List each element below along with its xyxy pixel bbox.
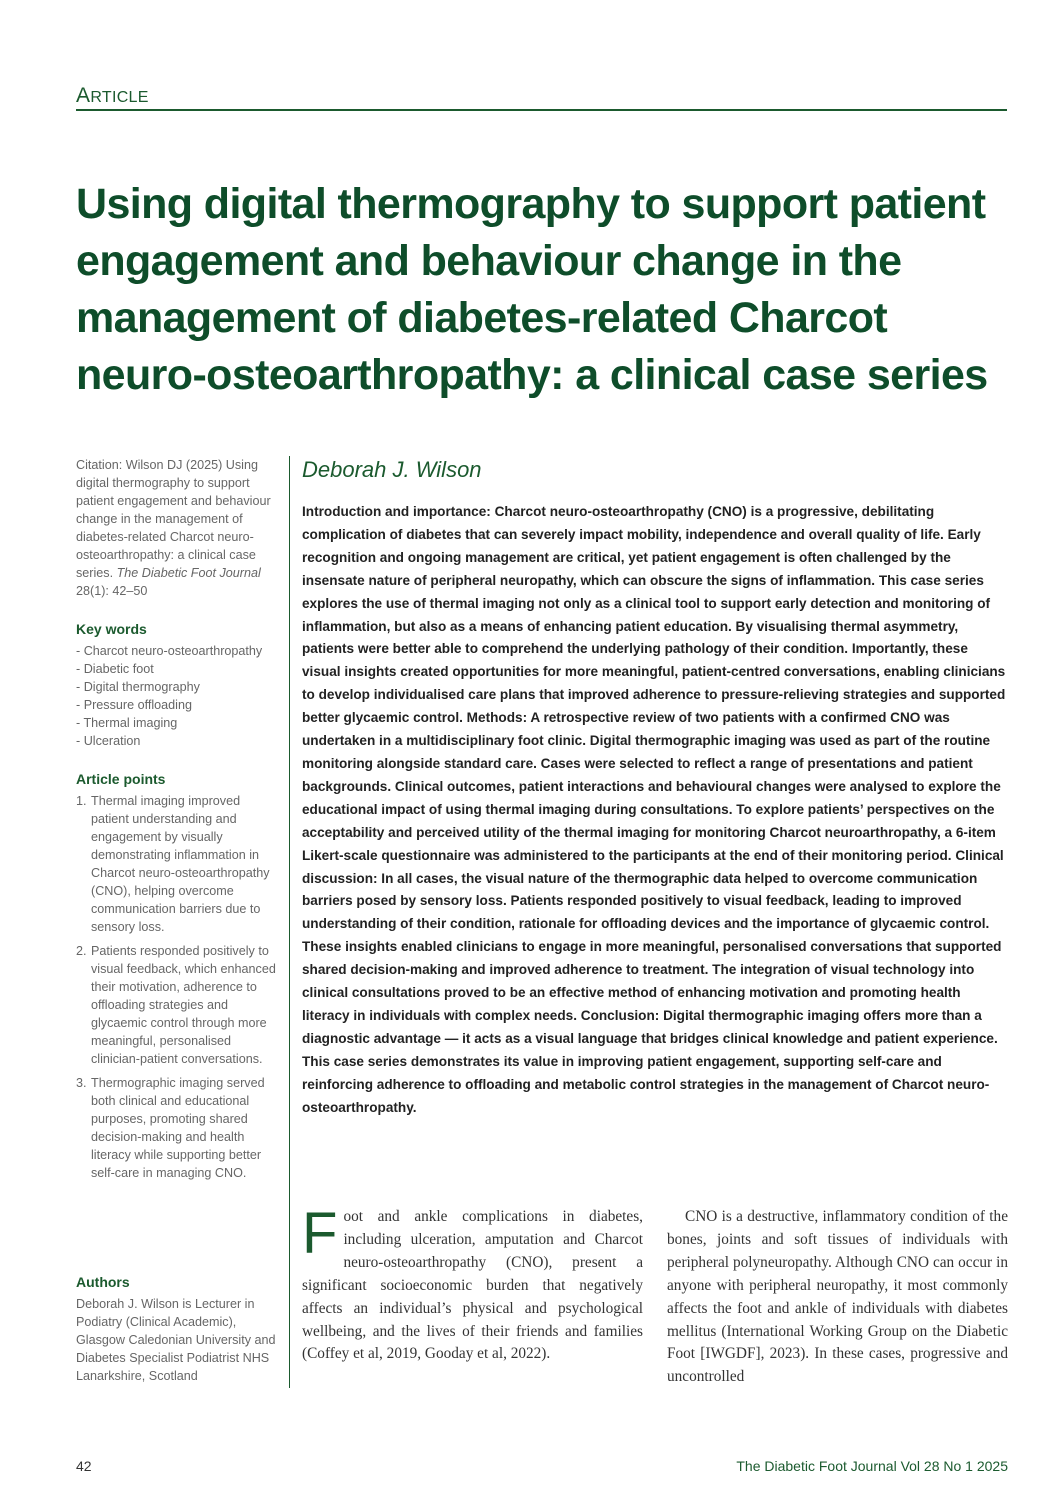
article-point-number: 3. xyxy=(76,1076,87,1090)
keywords-heading: Key words xyxy=(76,621,147,637)
citation-journal: The Diabetic Foot Journal xyxy=(116,566,261,580)
article-point xyxy=(76,792,278,936)
body-column-right: CNO is a destructive, inflammatory condition of the bones, joints and soft tissues of individuals with peripheral polyneuropathy. Although CNO can occur in anyone with peripheral neuropathy, it most commonly affects the foot and ankle of individuals with diabetes mellitus (International Working Group on the Diabetic Foot [IWGDF], 2023). In these cases, progressive and uncontrolled xyxy=(667,1208,1008,1386)
article-point xyxy=(76,1074,278,1182)
footer-journal: The Diabetic Foot Journal Vol 28 No 1 2025 xyxy=(736,1458,1008,1474)
drop-cap: F xyxy=(302,1201,338,1266)
keyword-item: - Thermal imaging xyxy=(76,716,178,730)
keyword-item: - Diabetic foot xyxy=(76,662,154,676)
sidebar xyxy=(76,456,278,1188)
citation-tail: 28(1): 42–50 xyxy=(76,584,148,598)
page-number: 42 xyxy=(76,1458,92,1474)
keyword-item: - Charcot neuro-osteoarthropathy xyxy=(76,644,263,658)
section-label-rest: RTICLE xyxy=(90,89,149,106)
citation xyxy=(76,456,278,600)
keyword-item: - Ulceration xyxy=(76,734,141,748)
article-point-text: Thermographic imaging served both clinical and educational purposes, promoting shared decision-making and health literacy while supporting better self-care in managing CNO. xyxy=(91,1076,265,1180)
article-point-number: 2. xyxy=(76,944,87,958)
citation-text: Citation: Wilson DJ (2025) Using digital thermography to support patient engagement and behaviour change in the management of diabetes-related Charcot neuro-osteoarthropathy: a clinical case series. xyxy=(76,458,271,580)
author-name: Deborah J. Wilson xyxy=(302,457,482,482)
article-point-text: Patients responded positively to visual feedback, which enhanced their motivation, adherence to offloading strategies and glycaemic control through more meaningful, personalised clinician-patient conversations. xyxy=(91,944,276,1066)
body-left-text: oot and ankle complications in diabetes, including ulceration, amputation and Charcot neuro-osteoarthropathy (CNO), present a significant socioeconomic burden that negatively affects an individual’s physical and psychological wellbeing, and the lives of their friends and families (Coffey et al, 2019, Gooday et al, 2022). xyxy=(302,1208,643,1363)
authors-text: Deborah J. Wilson is Lecturer in Podiatry (Clinical Academic), Glasgow Caledonian University and Diabetes Specialist Podiatrist NHS Lanarkshire, Scotland xyxy=(76,1297,276,1383)
article-point-number: 1. xyxy=(76,794,87,808)
body-column-left xyxy=(302,1201,643,1366)
article-points-list xyxy=(76,792,278,1182)
section-label xyxy=(76,84,149,108)
authors-box xyxy=(76,1273,278,1385)
section-label-initial: A xyxy=(76,84,91,107)
article-point-text: Thermal imaging improved patient understanding and engagement by visually demonstrating inflammation in Charcot neuro-osteoarthropathy (CNO), helping overcome communication barriers due to sensory loss. xyxy=(91,794,270,934)
column-divider xyxy=(289,456,290,1388)
authors-heading: Authors xyxy=(76,1274,130,1290)
article-point xyxy=(76,942,278,1068)
article-points-heading: Article points xyxy=(76,771,166,787)
abstract: Introduction and importance: Charcot neuro-osteoarthropathy (CNO) is a progressive, debilitating complication of diabetes that can severely impact mobility, independence and overall quality of life. Early recognition and ongoing management are critical, yet patient engagement is often challenged by the insensate nature of peripheral neuropathy, which can obscure the signs of inflammation. This case series explores the use of thermal imaging not only as a clinical tool to support early detection and monitoring of inflammation, but also as a means of enhancing patient education. By visualising thermal asymmetry, patients were better able to comprehend the underlying pathology of their condition. Importantly, these visual insights created opportunities for more meaningful, patient-centred conversations, enabling clinicians to develop individualised care plans that improved adherence to pressure-relieving strategies and supported better glycaemic control. Methods: A retrospective review of two patients with a confirmed CNO was undertaken in a multidisciplinary foot clinic. Digital thermographic imaging was used as part of the routine monitoring alongside standard care. Cases were selected to reflect a range of presentations and patient backgrounds. Clinical outcomes, patient interactions and behavioural changes were analysed to explore the educational impact of using thermal imaging during consultations. To explore patients’ perspectives on the acceptability and perceived utility of the thermal imaging for monitoring Charcot neuroarthropathy, a 6-item Likert-scale questionnaire was administered to the participants at the end of their monitoring period. Clinical discussion: In all cases, the visual nature of the thermographic data helped to overcome communication barriers posed by sensory loss. Patients responded positively to visual feedback, leading to improved understanding of their condition, rationale for offloading devices and the importance of glycaemic control. These insights enabled clinicians to engage in more meaningful, personalised conversations that supported shared decision-making and improved adherence to treatment. The integration of visual technology into clinical consultations proved to be an effective method of enhancing motivation and promoting health literacy in individuals with complex needs. Conclusion: Digital thermographic imaging offers more than a diagnostic advantage — it acts as a visual language that bridges clinical knowledge and patient experience. This case series demonstrates its value in improving patient engagement, supporting self-care and reinforcing adherence to offloading and metabolic control strategies in the management of Charcot neuro-osteoarthropathy. xyxy=(302,504,1006,1115)
header-rule xyxy=(76,109,1007,111)
keyword-item: - Digital thermography xyxy=(76,680,200,694)
keyword-item: - Pressure offloading xyxy=(76,698,192,712)
keywords-list xyxy=(76,642,278,750)
article-title: Using digital thermography to support patient engagement and behaviour change in the management of diabetes-related Charcot neuro-osteoarthropathy: a clinical case series xyxy=(76,180,988,399)
